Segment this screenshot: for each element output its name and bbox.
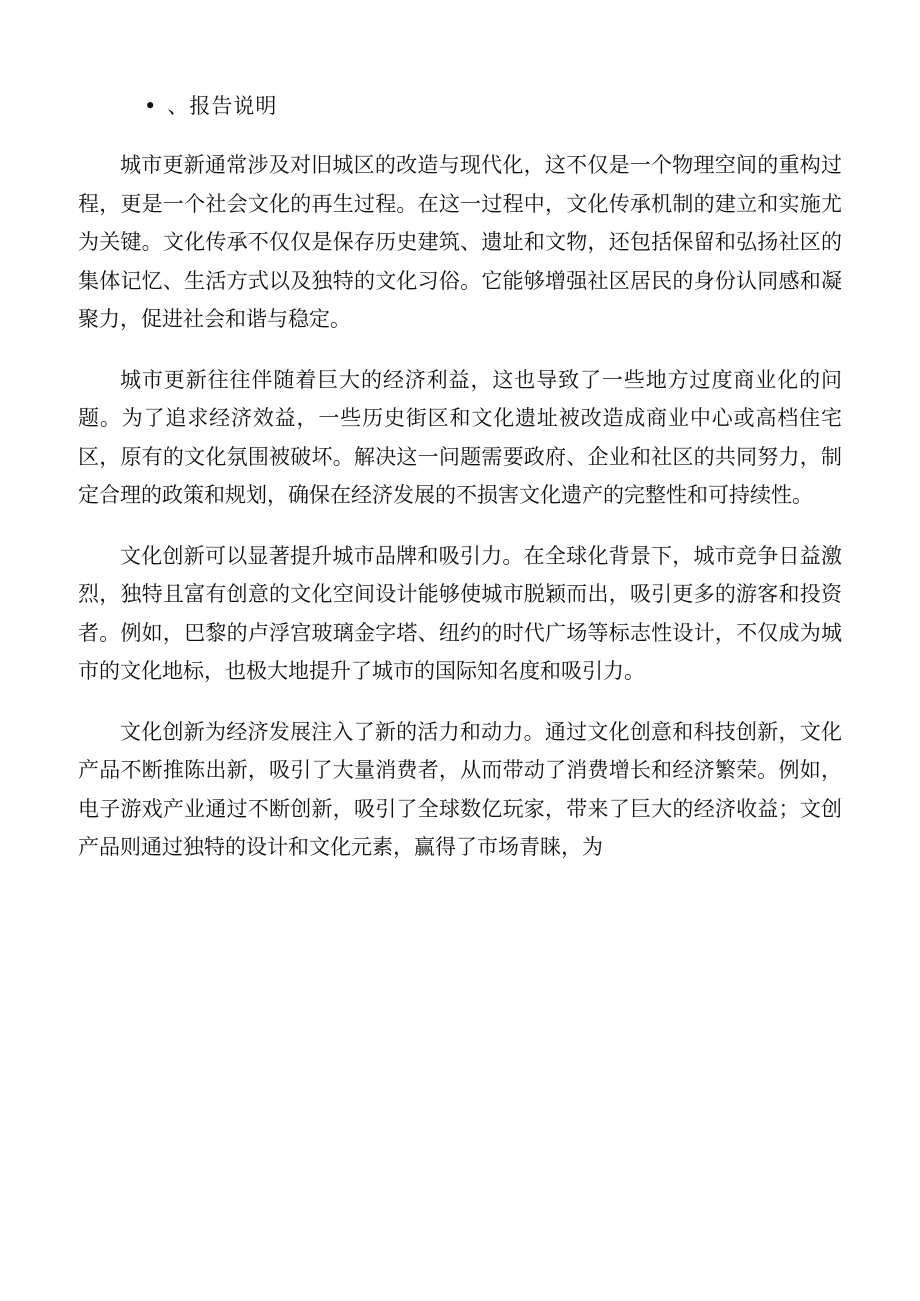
paragraph-4: 文化创新为经济发展注入了新的活力和动力。通过文化创意和科技创新，文化产品不断推陈出新，吸引了大量消费者，从而带动了消费增长和经济繁荣。例如，电子游戏产业通过不断创新，吸引了全球数亿玩家，带来了巨大的经济收益；文创产品则通过独特的设计和文化元素，赢得了市场青睐，为 — [78, 719, 842, 859]
paragraph-1: 城市更新通常涉及对旧城区的改造与现代化，这不仅是一个物理空间的重构过程，更是一个社会文化的再生过程。在这一过程中，文化传承机制的建立和实施尤为关键。文化传承不仅仅是保存历史建筑、遗址和文物，还包括保留和弘扬社区的集体记忆、生活方式以及独特的文化习俗。它能够增强社区居民的身份认同感和凝聚力，促进社会和谐与稳定。 — [78, 153, 842, 331]
bullet-icon: • — [144, 94, 158, 118]
section-heading-title: 、报告说明 — [167, 94, 278, 118]
document-body — [78, 146, 842, 889]
paragraph-2: 城市更新往往伴随着巨大的经济利益，这也导致了一些地方过度商业化的问题。为了追求经济效益，一些历史街区和文化遗址被改造成商业中心或高档住宅区，原有的文化氛围被破坏。解决这一问题需要政府、企业和社区的共同努力，制定合理的政策和规划，确保在经济发展的不损害文化遗产的完整性和可持续性。 — [78, 367, 842, 507]
section-heading — [144, 88, 277, 124]
paragraph-3: 文化创新可以显著提升城市品牌和吸引力。在全球化背景下，城市竞争日益激烈，独特且富有创意的文化空间设计能够使城市脱颖而出，吸引更多的游客和投资者。例如，巴黎的卢浮宫玻璃金字塔、纽约的时代广场等标志性设计，不仅成为城市的文化地标，也极大地提升了城市的国际知名度和吸引力。 — [78, 543, 842, 683]
